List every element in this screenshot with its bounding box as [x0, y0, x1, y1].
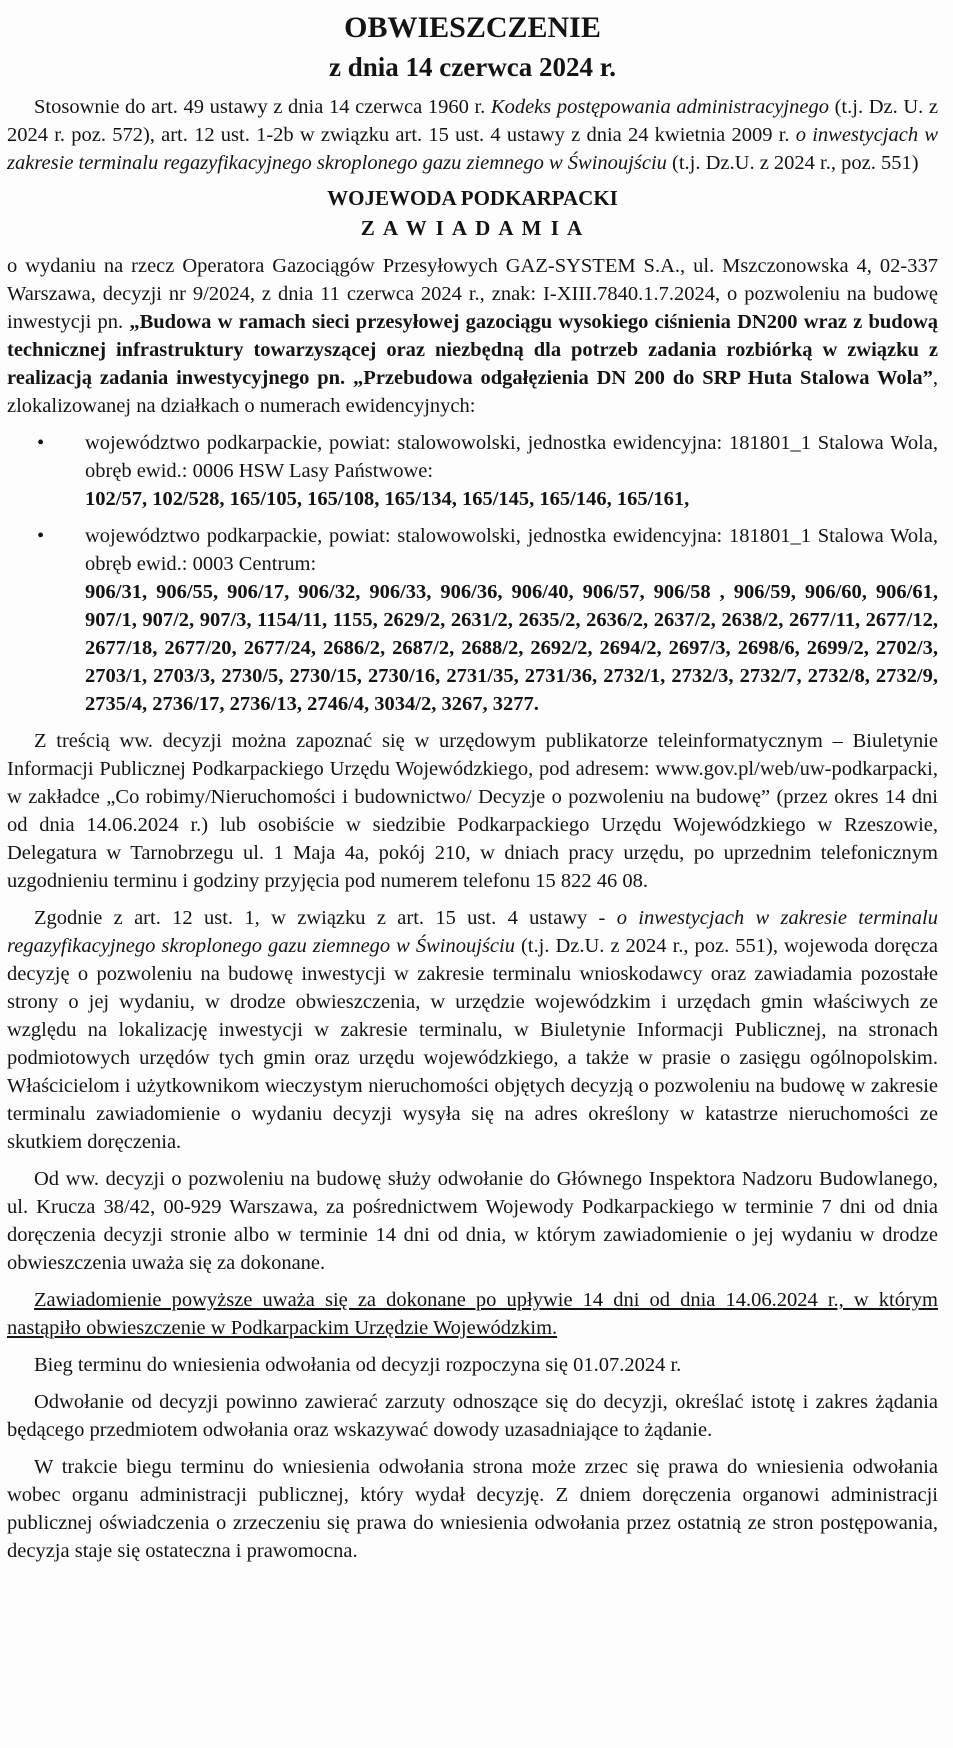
paragraph-waiver-of-appeal: W trakcie biegu terminu do wniesienia odwołania strona może zrzec się prawa do wniesienia odwołania wobec organu administracji publicznej, który wydał decyzję. Z dniem doręczenia organowi administracji publicznej oświadczenia o zrzeczeniu się prawa do wniesienia odwołania przez ostatnią ze stron postępowania, decyzja staje się ostateczna i prawomocna.	[7, 1456, 938, 1562]
paragraph-legal-basis: Zgodnie z art. 12 ust. 1, w związku z art. 15 ust. 4 ustawy - o inwestycjach w zakresie terminalu regazyfikacyjnego skroplonego gazu ziemnego w Świnoujściu (t.j. Dz.U. z 2024 r., poz. 551), wojewoda doręcza decyzję o pozwoleniu na budowę inwestycji w zakresie terminalu wnioskodawcy oraz zawiadamia pozostałe strony o jej wydaniu, w drodze obwieszczenia, w urzędzie wojewódzkim i urzędach gmin właściwych ze względu na lokalizację inwestycji w zakresie terminalu, w Biuletynie Informacji Publicznej, na stronach podmiotowych urzędów tych gmin oraz urzędu wojewódzkiego, a także w prasie o zasięgu ogólnopolskim. Właścicielom i użytkownikom wieczystym nieruchomości objętych decyzją o pozwoleniu na budowę w zakresie terminalu zawiadomienie o wydaniu decyzji wysyła się na adres określony w katastrze nieruchomości ze skutkiem doręczenia.	[7, 907, 938, 1153]
plot-item-lasy-panstwowe	[7, 429, 938, 513]
paragraph-publication-info: Z treścią ww. decyzji można zapoznać się w urzędowym publikatorze teleinformatycznym – Biuletynie Informacji Publicznej Podkarpackiego Urzędu Wojewódzkiego, pod adresem: www.gov.pl/web/uw-podkarpacki, w zakładce „Co robimy/Nieruchomości i budownictwo/ Decyzje o pozwoleniu na budowę” (przez okres 14 dni od dnia 14.06.2024 r.) lub osobiście w siedzibie Podkarpackiego Urzędu Wojewódzkiego w Rzeszowie, Delegatura w Tarnobrzegu ul. 1 Maja 4a, pokój 210, w dniach pracy urzędu, po uprzednim telefonicznym uzgodnieniu terminu i godziny przyjęcia pod numerem telefonu 15 822 46 08.	[7, 730, 938, 892]
decision-paragraph: o wydaniu na rzecz Operatora Gazociągów Przesyłowych GAZ-SYSTEM S.A., ul. Mszczonowska 4, 02-337 Warszawa, decyzji nr 9/2024, z dnia 11 czerwca 2024 r., znak: I-XIII.7840.1.7.2024, o pozwoleniu na budowę inwestycji pn. „Budowa w ramach sieci przesyłowej gazociągu wysokiego ciśnienia DN200 wraz z budową technicznej infrastruktury towarzyszącej oraz niezbędną dla potrzeb zadania rozbiórką w związku z realizacją zadania inwestycyjnego pn. „Przebudowa odgałęzienia DN 200 do SRP Huta Stalowa Wola”, zlokalizowanej na działkach o numerach ewidencyjnych:	[7, 255, 939, 417]
paragraph-appeal-route: Od ww. decyzji o pozwoleniu na budowę służy odwołanie do Głównego Inspektora Nadzoru Budowlanego, ul. Krucza 38/42, 00-929 Warszawa, za pośrednictwem Wojewody Podkarpackiego w terminie 7 dni od dnia doręczenia decyzji stronie albo w terminie 14 dni od dnia, w którym zawiadomienie o jej wydaniu w drodze obwieszczenia uważa się za dokonane.	[7, 1168, 938, 1274]
plot-area-text: województwo podkarpackie, powiat: stalowowolski, jednostka ewidencyjna: 181801_1 Stalowa Wola, obręb ewid.: 0006 HSW Lasy Państwowe:	[85, 432, 938, 482]
bullet-icon: •	[37, 432, 45, 454]
paragraph-appeal-requirements: Odwołanie od decyzji powinno zawierać zarzuty odnoszące się do decyzji, określać istotę i zakres żądania będącego przedmiotem odwołania oraz wskazywać dowody uzasadniające to żądanie.	[7, 1391, 938, 1441]
paragraph-notice-deemed-served: Zawiadomienie powyższe uważa się za dokonane po upływie 14 dni od dnia 14.06.2024 r., w którym nastąpiło obwieszczenie w Podkarpackim Urzędzie Wojewódzkim.	[7, 1289, 938, 1339]
announcement-verb: Z A W I A D A M I A	[360, 216, 585, 240]
plot-list	[7, 429, 938, 718]
page-subtitle: z dnia 14 czerwca 2024 r.	[329, 52, 616, 82]
plot-numbers: 906/31, 906/55, 906/17, 906/32, 906/33, 906/36, 906/40, 906/57, 906/58 , 906/59, 906/60, 906/61, 907/1, 907/2, 907/3, 1154/11, 1155, 2629/2, 2631/2, 2635/2, 2636/2, 2637/2, 2638/2, 2677/11, 2677/12, 2677/18, 2677/20, 2677/24, 2686/2, 2687/2, 2688/2, 2692/2, 2694/2, 2697/3, 2698/6, 2699/2, 2702/3, 2703/1, 2703/3, 2730/5, 2730/15, 2730/16, 2731/35, 2731/36, 2732/1, 2732/3, 2732/7, 2732/8, 2732/9, 2735/4, 2736/17, 2736/13, 2746/4, 3034/2, 3267, 3277.	[85, 581, 938, 715]
plot-numbers: 102/57, 102/528, 165/105, 165/108, 165/134, 165/145, 165/146, 165/161,	[85, 488, 690, 510]
bullet-icon: •	[37, 525, 45, 547]
plot-area-text: województwo podkarpackie, powiat: stalowowolski, jednostka ewidencyjna: 181801_1 Stalowa Wola, obręb ewid.: 0003 Centrum:	[85, 525, 938, 575]
paragraph-appeal-period-start: Bieg terminu do wniesienia odwołania od decyzji rozpoczyna się 01.07.2024 r.	[34, 1354, 682, 1376]
authority-name: WOJEWODA PODKARPACKI	[327, 186, 618, 210]
page-title: OBWIESZCZENIE	[344, 11, 601, 44]
plot-item-centrum	[7, 522, 938, 718]
intro-paragraph: Stosownie do art. 49 ustawy z dnia 14 czerwca 1960 r. Kodeks postępowania administracyjnego (t.j. Dz. U. z 2024 r. poz. 572), art. 12 ust. 1-2b w związku art. 15 ust. 4 ustawy z dnia 24 kwietnia 2009 r. o inwestycjach w zakresie terminalu regazyfikacyjnego skroplonego gazu ziemnego w Świnoujściu (t.j. Dz.U. z 2024 r., poz. 551)	[7, 96, 938, 174]
